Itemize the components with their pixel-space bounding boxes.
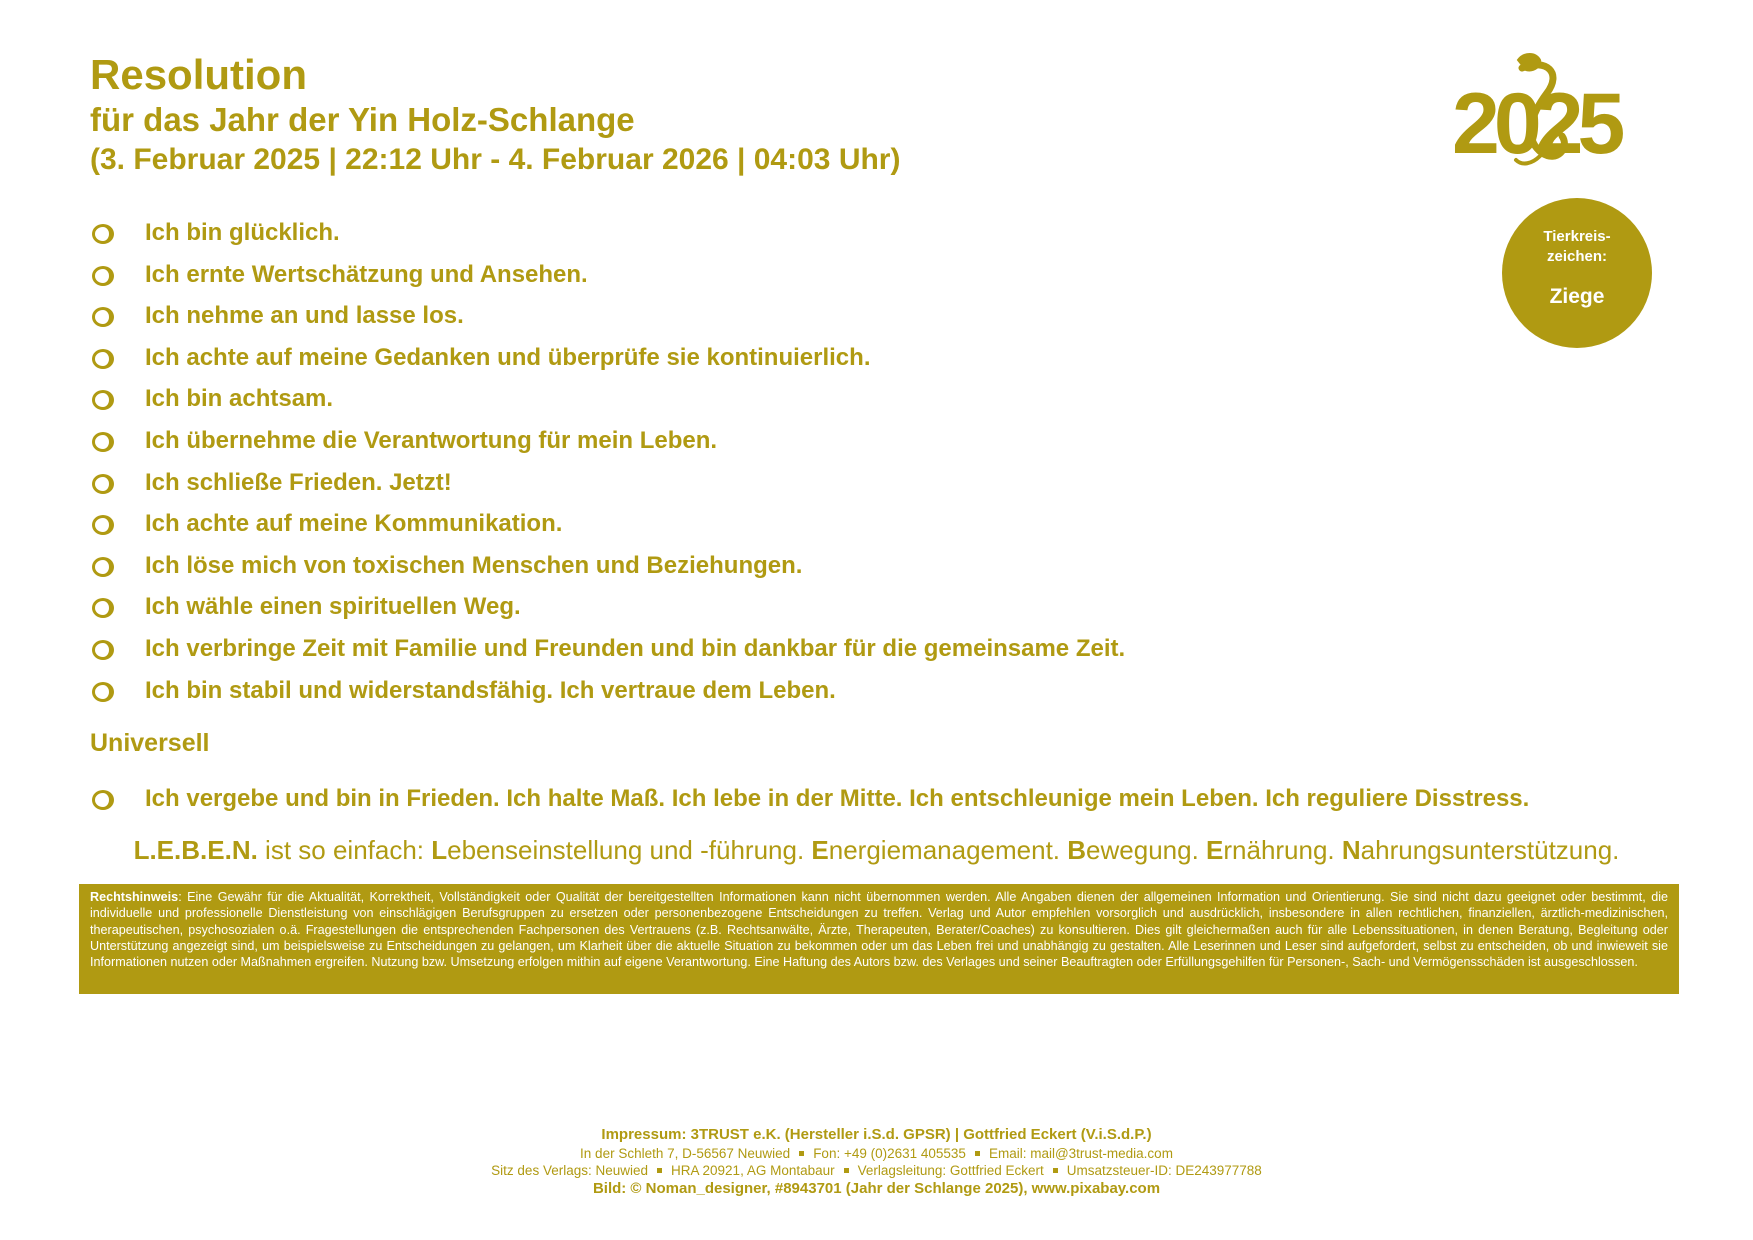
registry-number: HRA 20921, AG Montabaur	[671, 1163, 835, 1178]
imprint-address	[0, 1145, 1753, 1162]
leben-letter: B	[1067, 835, 1087, 865]
address-text: In der Schleth 7, D-56567 Neuwied	[580, 1146, 791, 1161]
leben-letter: L	[431, 835, 448, 865]
separator-icon	[844, 1168, 849, 1173]
list-item	[90, 545, 1125, 587]
bullet-icon	[92, 640, 114, 660]
list-item	[90, 254, 1125, 296]
imprint-title: Impressum: 3TRUST e.K. (Hersteller i.S.d. GPSR) | Gottfried Eckert (V.i.S.d.P.)	[601, 1126, 1152, 1143]
bullet-icon	[92, 307, 114, 327]
list-item	[90, 378, 1125, 420]
leben-letter: E	[811, 835, 829, 865]
universal-list	[90, 778, 1529, 820]
list-item	[90, 420, 1125, 462]
bullet-icon	[92, 349, 114, 369]
bullet-icon	[92, 682, 114, 702]
list-item	[90, 586, 1125, 628]
separator-icon	[799, 1151, 804, 1156]
list-item	[90, 337, 1125, 379]
list-item-text: Ich achte auf meine Gedanken und überprüfe sie kontinuierlich.	[145, 343, 871, 371]
list-item	[90, 503, 1125, 545]
list-item-text: Ich schließe Frieden. Jetzt!	[145, 468, 452, 496]
leben-rest: ahrungsunterstützung.	[1360, 835, 1620, 865]
bullet-icon	[92, 390, 114, 410]
list-item-text: Ich achte auf meine Kommunikation.	[145, 510, 563, 538]
leben-rest: nergiemanagement.	[828, 835, 1068, 865]
leben-acronym: L.E.B.E.N.	[133, 835, 258, 865]
disclaimer-label: Rechtshinweis	[90, 890, 179, 904]
leben-rest: ebenseinstellung und -führung.	[447, 835, 812, 865]
list-item	[90, 778, 1529, 820]
publisher-seat: Sitz des Verlags: Neuwied	[491, 1163, 649, 1178]
zodiac-label: Tierkreis-zeichen:	[1543, 228, 1611, 265]
separator-icon	[1053, 1168, 1058, 1173]
page-title: Resolution	[90, 51, 307, 98]
list-item	[90, 670, 1125, 712]
logo-year: 2025	[1452, 76, 1620, 172]
list-item-text: Ich verbringe Zeit mit Familie und Freunden und bin dankbar für die gemeinsame Zeit.	[145, 634, 1126, 662]
bullet-icon	[92, 474, 114, 494]
imprint-footer	[0, 1125, 1753, 1199]
zodiac-badge	[1502, 198, 1652, 348]
list-item-text: Ich nehme an und lasse los.	[145, 302, 464, 330]
imprint-registry	[0, 1162, 1753, 1179]
leben-slogan	[0, 830, 1753, 870]
universal-heading: Universell	[90, 729, 210, 757]
universal-text: Ich vergebe und bin in Frieden. Ich halte Maß. Ich lebe in der Mitte. Ich entschleunige mein Leben. Ich reguliere Disstress.	[145, 785, 1530, 812]
list-item	[90, 295, 1125, 337]
publisher-management: Verlagsleitung: Gottfried Eckert	[857, 1163, 1044, 1178]
leben-rest: rnährung.	[1223, 835, 1342, 865]
bullet-icon	[92, 515, 114, 535]
page-subtitle: für das Jahr der Yin Holz-Schlange	[90, 101, 635, 138]
bullet-icon	[92, 790, 114, 810]
resolution-list	[90, 212, 1125, 711]
list-item	[90, 212, 1125, 254]
zodiac-value: Ziege	[1549, 285, 1605, 308]
list-item	[90, 628, 1125, 670]
list-item	[90, 462, 1125, 504]
vat-id: Umsatzsteuer-ID: DE243977788	[1066, 1163, 1262, 1178]
bullet-icon	[92, 598, 114, 618]
email-text: Email: mail@3trust-media.com	[988, 1146, 1173, 1161]
leben-rest: ewegung.	[1086, 835, 1207, 865]
separator-icon	[657, 1168, 662, 1173]
legal-disclaimer	[79, 884, 1679, 994]
leben-letter: N	[1341, 835, 1361, 865]
disclaimer-text: : Eine Gewähr für die Aktualität, Korrektheit, Vollständigkeit oder Qualität der bereitgestellten Informationen kann nicht übernommen werden. Alle Angaben dienen der allgemeinen Information und Orientierung. Sie sind nicht dazu geeignet oder bestimmt, die individuelle und professionelle Dienstleistung von einschlägigen Berufsgruppen zu ersetzen oder personenbezogene Entscheidungen zu treffen. Verlag und Autor empfehlen vorsorglich und ausdrücklich, insbesondere in allen rechtlichen, finanziellen, ärztlich-medizinischen, therapeutischen, psychosozialen o.ä. Fragestellungen die entsprechenden Fachpersonen des Vertrauens (z.B. Rechtsanwälte, Ärzte, Therapeuten, Berater/Coaches) zu konsultieren. Dies gilt gleichermaßen auch für alle Lebenssituationen, in denen Beratung, Begleitung oder Unterstützung angezeigt sind, um beispielsweise zu Entscheidungen zu gelangen, um Klarheit über die aktuelle Situation zu bekommen oder um das Leben frei und unabhängig zu gestalten. Alle Leserinnen und Leser sind aufgefordert, selbst zu entscheiden, ob und inwieweit sie Informationen nutzen oder Maßnahmen ergreifen. Nutzung bzw. Umsetzung erfolgen mithin auf eigene Verantwortung. Eine Haftung des Autors bzw. des Verlages und seiner Beauftragten oder Erfüllungsgehilfen für Personen-, Sach- und Vermögensschäden ist ausgeschlossen.	[90, 890, 1668, 970]
list-item-text: Ich löse mich von toxischen Menschen und Beziehungen.	[145, 551, 803, 579]
phone-text: Fon: +49 (0)2631 405535	[813, 1146, 966, 1161]
leben-letter: E	[1206, 835, 1224, 865]
bullet-icon	[92, 557, 114, 577]
bullet-icon	[92, 266, 114, 286]
leben-intro: ist so einfach:	[257, 835, 432, 865]
list-item-text: Ich ernte Wertschätzung und Ansehen.	[145, 260, 588, 288]
bullet-icon	[92, 224, 114, 244]
image-credit: Bild: © Noman_designer, #8943701 (Jahr der Schlange 2025), www.pixabay.com	[592, 1180, 1161, 1197]
bullet-icon	[92, 432, 114, 452]
list-item-text: Ich bin achtsam.	[145, 385, 334, 413]
list-item-text: Ich wähle einen spirituellen Weg.	[145, 593, 521, 621]
list-item-text: Ich bin stabil und widerstandsfähig. Ich vertraue dem Leben.	[145, 676, 836, 704]
date-period: (3. Februar 2025 | 22:12 Uhr - 4. Februar 2026 | 04:03 Uhr)	[90, 143, 901, 176]
list-item-text: Ich übernehme die Verantwortung für mein Leben.	[145, 426, 718, 454]
list-item-text: Ich bin glücklich.	[145, 219, 340, 246]
separator-icon	[975, 1151, 980, 1156]
page-header	[90, 50, 900, 180]
snake-2025-logo	[1452, 48, 1662, 173]
